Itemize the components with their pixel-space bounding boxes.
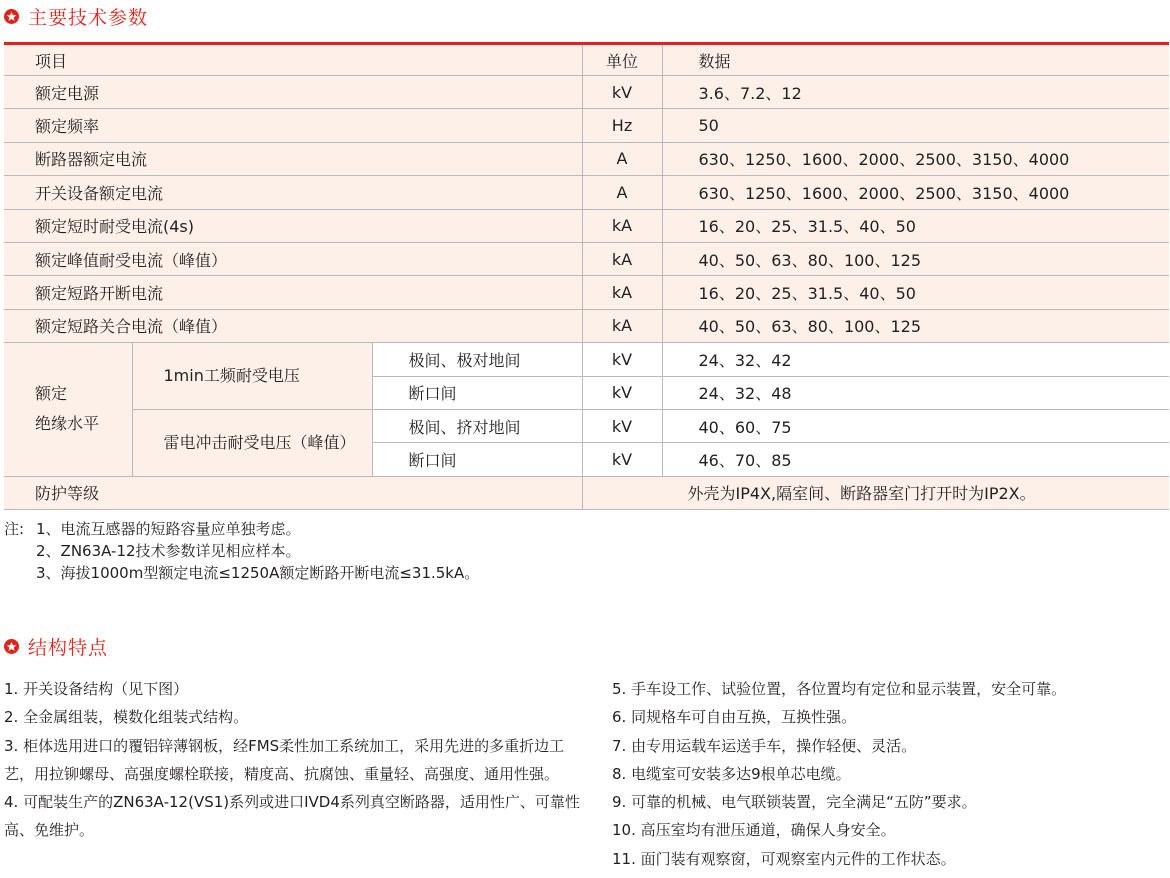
- table-row: [4, 76, 1169, 109]
- insulation-label: [4, 343, 132, 477]
- row-data: 50: [662, 109, 1169, 142]
- row-unit: A: [582, 176, 662, 209]
- insulation-group-name: 雷电冲击耐受电压（峰值）: [132, 409, 372, 476]
- insulation-unit: kV: [582, 376, 662, 409]
- feature-item: 3. 柜体选用进口的覆铝锌薄钢板，经FMS柔性加工系统加工，采用先进的多重折边工艺，用拉铆螺母、高强度螺栓联接，精度高、抗腐蚀、重量轻、高强度、通用性强。: [4, 736, 565, 783]
- row-unit: kA: [582, 209, 662, 242]
- feature-item: 5. 手车设工作、试验位置，各位置均有定位和显示装置，安全可靠。: [612, 680, 1067, 698]
- protection-data: 外壳为IP4X,隔室间、断路器室门打开时为IP2X。: [582, 476, 1169, 509]
- insulation-label-line2: 绝缘水平: [35, 414, 100, 434]
- row-data: 630、1250、1600、2000、2500、3150、4000: [662, 142, 1169, 175]
- note-text: 3、海拔1000m型额定电流≤1250A额定断路开断电流≤31.5kA。: [36, 564, 480, 582]
- row-data: 16、20、25、31.5、40、50: [662, 209, 1169, 242]
- row-data: 16、20、25、31.5、40、50: [662, 276, 1169, 309]
- features-right-column: [612, 675, 1168, 873]
- insulation-unit: kV: [582, 443, 662, 476]
- row-unit: Hz: [582, 109, 662, 142]
- note-item: [4, 562, 479, 584]
- table-header-row: [4, 45, 1169, 76]
- table-row: [4, 109, 1169, 142]
- insulation-sub: 极间、挤对地间: [372, 409, 582, 442]
- star-circle-icon: [4, 639, 19, 654]
- insulation-row: [4, 343, 1169, 376]
- feature-item: 8. 电缆室可安装多达9根单芯电缆。: [612, 764, 851, 783]
- row-unit: kV: [582, 76, 662, 109]
- table-row: [4, 209, 1169, 242]
- insulation-sub: 断口间: [372, 376, 582, 409]
- feature-item: 2. 全金属组装，模数化组装式结构。: [4, 708, 249, 727]
- header-data: 数据: [662, 45, 1169, 76]
- row-item: 开关设备额定电流: [4, 176, 582, 209]
- row-unit: kA: [582, 276, 662, 309]
- spec-table: [4, 45, 1169, 510]
- insulation-unit: kV: [582, 343, 662, 376]
- row-data: 40、50、63、80、100、125: [662, 309, 1169, 342]
- feature-item: 6. 同规格车可自由互换，互换性强。: [612, 708, 857, 727]
- star-circle-icon: [4, 9, 19, 24]
- insulation-row: [4, 409, 1169, 442]
- note-text: 1、电流互感器的短路容量应单独考虑。: [36, 520, 301, 538]
- note-item: [4, 540, 479, 562]
- row-data: 3.6、7.2、12: [662, 76, 1169, 109]
- section-title-text: 主要技术参数: [28, 7, 149, 29]
- table-row: [4, 309, 1169, 342]
- table-notes: [4, 518, 479, 584]
- row-unit: kA: [582, 309, 662, 342]
- feature-item: 11. 面门装有观察窗，可观察室内元件的工作状态。: [612, 849, 956, 868]
- features-left-column: [4, 675, 584, 845]
- section-title-text: 结构特点: [28, 637, 109, 659]
- insulation-label-line1: 额定: [35, 384, 68, 404]
- insulation-group-name: 1min工频耐受电压: [132, 343, 372, 410]
- feature-item: 4. 可配装生产的ZN63A-12(VS1)系列或进口IVD4系列真空断路器，适用性广、可靠性高、免维护。: [4, 793, 580, 840]
- row-item: 额定电源: [4, 76, 582, 109]
- insulation-data: 24、32、48: [662, 376, 1169, 409]
- section-title-features: [4, 633, 108, 660]
- table-row: [4, 276, 1169, 309]
- row-item: 断路器额定电流: [4, 142, 582, 175]
- header-unit: 单位: [582, 45, 662, 76]
- table-row: [4, 142, 1169, 175]
- section-title-specs: [4, 3, 148, 30]
- row-item: 额定短路开断电流: [4, 276, 582, 309]
- row-unit: kA: [582, 242, 662, 275]
- insulation-data: 46、70、85: [662, 443, 1169, 476]
- row-item: 额定短路关合电流（峰值）: [4, 309, 582, 342]
- insulation-unit: kV: [582, 409, 662, 442]
- feature-item: 7. 由专用运载车运送手车，操作轻便、灵活。: [612, 736, 917, 755]
- insulation-sub: 极间、极对地间: [372, 343, 582, 376]
- row-item: 额定短时耐受电流(4s): [4, 209, 582, 242]
- feature-item: 9. 可靠的机械、电气联锁装置，完全满足“五防”要求。: [612, 793, 977, 812]
- row-item: 额定频率: [4, 109, 582, 142]
- row-unit: A: [582, 142, 662, 175]
- table-row: [4, 242, 1169, 275]
- row-data: 630、1250、1600、2000、2500、3150、4000: [662, 176, 1169, 209]
- feature-item: 1. 开关设备结构（见下图）: [4, 680, 189, 698]
- insulation-data: 24、32、42: [662, 343, 1169, 376]
- protection-item: 防护等级: [4, 476, 582, 509]
- header-item: 项目: [4, 45, 582, 76]
- note-text: 2、ZN63A-12技术参数详见相应样本。: [36, 542, 301, 560]
- insulation-sub: 断口间: [372, 443, 582, 476]
- protection-row: [4, 476, 1169, 509]
- row-item: 额定峰值耐受电流（峰值）: [4, 242, 582, 275]
- insulation-data: 40、60、75: [662, 409, 1169, 442]
- row-data: 40、50、63、80、100、125: [662, 242, 1169, 275]
- note-item: [4, 518, 479, 540]
- table-row: [4, 176, 1169, 209]
- note-prefix: 注:: [4, 520, 25, 538]
- feature-item: 10. 高压室均有泄压通道，确保人身安全。: [612, 821, 896, 840]
